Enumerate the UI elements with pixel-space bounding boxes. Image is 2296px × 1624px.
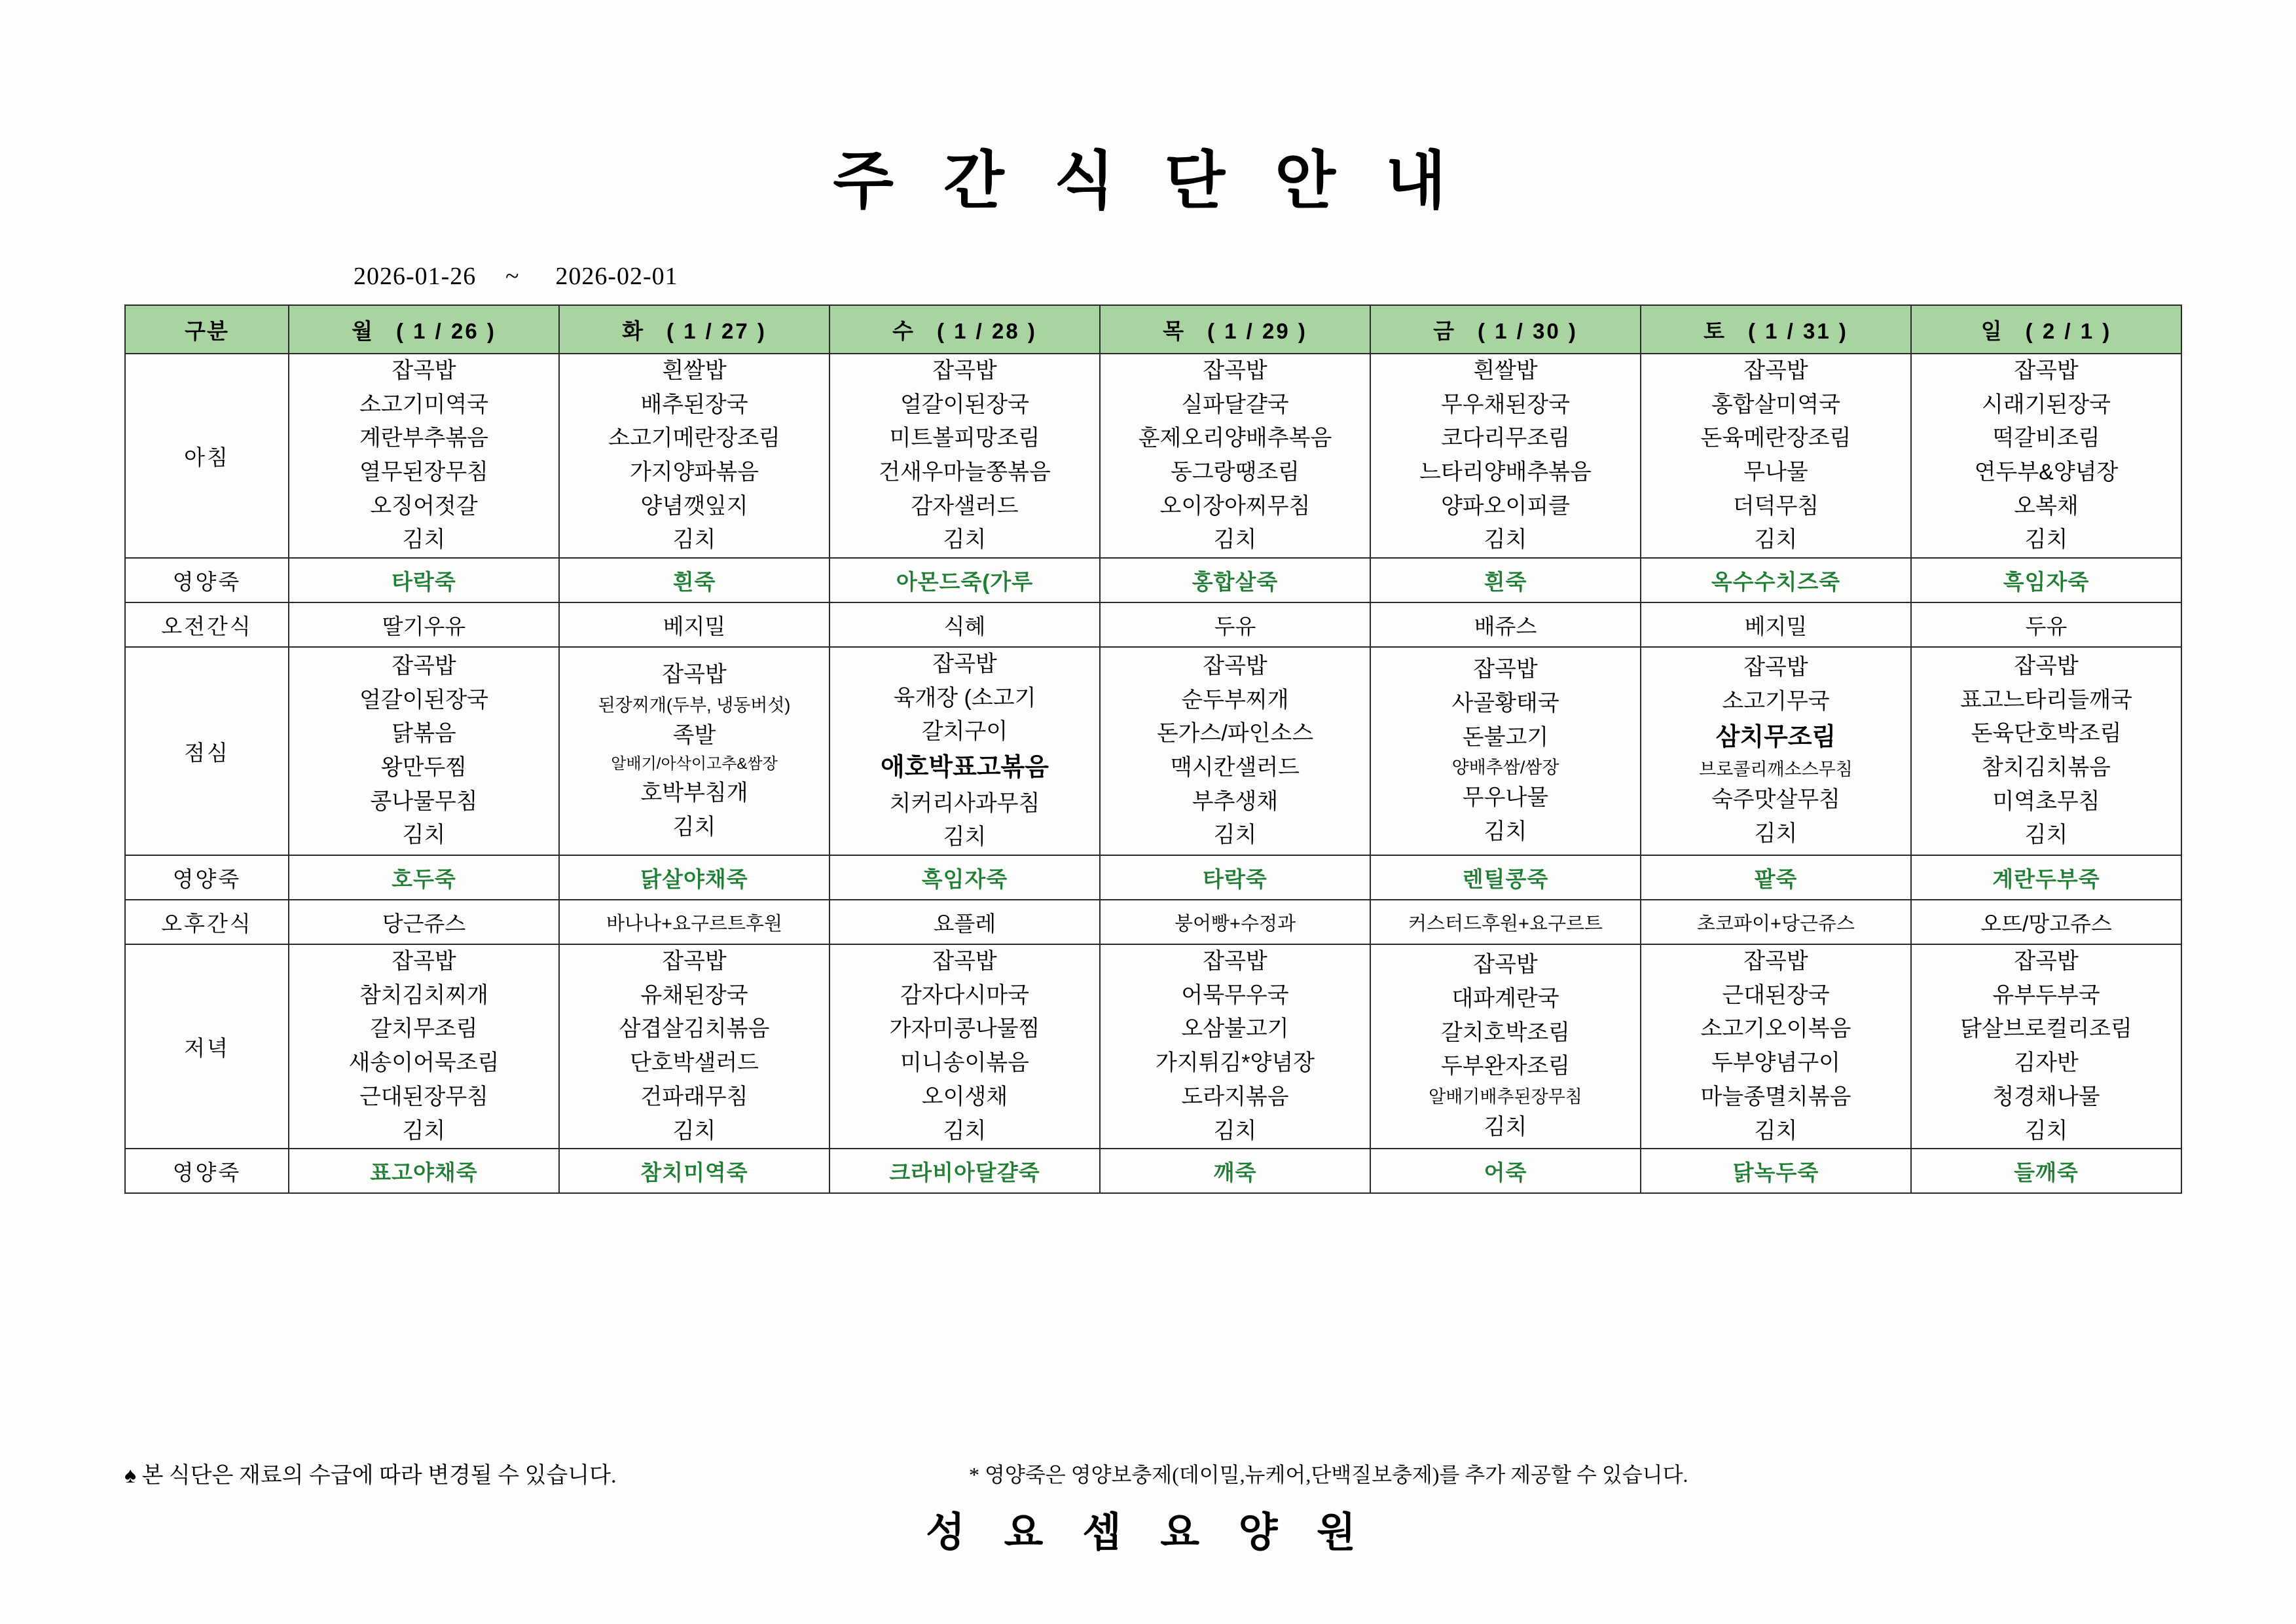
organization-name: 성 요 셉 요 양 원 [926,1511,1370,1555]
menu-item: 흰쌀밥 [662,358,727,383]
menu-item: 김치 [1754,1118,1798,1143]
menu-item: 가지튀김*양념장 [1155,1050,1315,1076]
row-label-lunch: 점심 [125,647,289,855]
menu-item: 김자반 [2014,1050,2079,1076]
menu-item: 잡곡밥 [932,358,997,383]
menu-item: 오복채 [2014,493,2079,519]
menu-item: 양배추쌈/쌈장 [1451,758,1559,778]
menu-item: 소고기무국 [1722,689,1830,714]
table-row-breakfast [125,354,2181,558]
day-name: 일 [1980,318,2003,343]
lunch-fri [1370,647,1641,855]
menu-item: 무우나물 [1462,785,1549,811]
menu-item: 김치 [1213,822,1257,848]
menu-item: 김치 [672,1118,716,1143]
menu-item: 김치 [2024,1118,2068,1143]
menu-item: 김치 [943,527,987,553]
menu-item: 얼갈이된장국 [900,392,1030,417]
lunch-mon [289,647,559,855]
menu-item: 돈육단호박조림 [1971,721,2122,747]
menu-item: 김치 [672,814,716,840]
menu-item: 배추된장국 [640,392,748,417]
day-date: ( 1 / 26 ) [396,318,496,343]
header-day-tue [559,305,829,354]
menu-item: 동그랑땡조림 [1170,460,1300,485]
breakfast-fri [1370,354,1641,558]
menu-item: 오징어젓갈 [370,493,478,519]
menu-item: 잡곡밥 [1743,358,1808,383]
breakfast-tue [559,354,829,558]
breakfast-mon [289,354,559,558]
menu-item: 표고느타리들깨국 [1960,687,2132,712]
footnote-porridge-notice: * 영양죽은 영양보충제(데이밀,뉴케어,단백질보충제)를 추가 제공할 수 있습니다. [969,1463,1688,1486]
dinner-mon [289,944,559,1149]
menu-item: 잡곡밥 [932,652,997,677]
row-label-dinner: 저녁 [125,944,289,1149]
lunch-tue [559,647,829,855]
porridge-3-mon: 표고야채죽 [289,1149,559,1193]
page-title: 주 간 식 단 안 내 [833,146,1463,216]
porridge-1-fri: 흰죽 [1370,558,1641,602]
day-name: 월 [352,318,374,343]
menu-item: 건파래무침 [640,1084,748,1109]
menu-item: 잡곡밥 [932,949,997,974]
menu-item: 잡곡밥 [662,661,727,687]
dinner-thu [1100,944,1370,1149]
menu-item: 호박부침개 [640,780,748,805]
footnote-supply-notice: ♠ 본 식단은 재료의 수급에 따라 변경될 수 있습니다. [124,1464,617,1488]
day-date: ( 1 / 31 ) [1748,318,1848,343]
menu-item: 김치 [1484,527,1527,553]
menu-item: 계란부추볶음 [359,426,489,451]
row-label-porridge-1: 영양죽 [125,558,289,602]
afternoon-snack-sun: 오뜨/망고쥬스 [1911,900,2181,944]
afternoon-snack-tue: 바나나+요구르트후원 [559,900,829,944]
afternoon-snack-wed: 요플레 [829,900,1100,944]
menu-item: 김치 [943,824,987,850]
porridge-3-sat: 닭녹두죽 [1641,1149,1911,1193]
morning-snack-mon: 딸기우유 [289,602,559,647]
menu-item: 참치김치찌개 [359,982,489,1008]
menu-item: 미트볼피망조림 [889,426,1040,451]
morning-snack-tue: 베지밀 [559,602,829,647]
menu-item: 갈치호박조림 [1440,1020,1571,1045]
row-label-morning-snack: 오전간식 [125,602,289,647]
porridge-2-tue: 닭살야채죽 [559,855,829,900]
day-name: 금 [1433,318,1455,343]
lunch-sat [1641,647,1911,855]
porridge-2-fri: 렌틸콩죽 [1370,855,1641,900]
header-day-wed [829,305,1100,354]
menu-item: 참치김치볶음 [1981,755,2111,781]
date-range [354,262,877,291]
menu-item: 잡곡밥 [2014,949,2079,974]
menu-item: 잡곡밥 [662,949,727,974]
menu-item: 감자샐러드 [911,493,1019,519]
menu-item: 갈치구이 [921,719,1008,745]
menu-item: 감자다시마국 [900,982,1030,1008]
menu-item: 양파오이피클 [1440,493,1571,519]
table-row-porridge-morning [125,558,2181,602]
row-label-afternoon-snack: 오후간식 [125,900,289,944]
menu-item: 잡곡밥 [392,654,456,679]
date-separator: ~ [505,263,520,290]
table-row-morning-snack [125,602,2181,647]
row-label-porridge-3: 영양죽 [125,1149,289,1193]
porridge-2-sat: 팥죽 [1641,855,1911,900]
menu-item: 치커리사과무침 [889,790,1040,816]
menu-item: 오삼불고기 [1181,1016,1289,1042]
day-name: 화 [622,318,644,343]
menu-item: 잡곡밥 [392,949,456,974]
menu-item: 김치 [1484,1115,1527,1140]
menu-item: 시래기된장국 [1981,392,2111,417]
menu-item: 유채된장국 [640,982,748,1008]
menu-item: 코다리무조림 [1440,426,1571,451]
menu-item: 열무된장무침 [359,460,489,485]
menu-item: 족발 [672,722,716,748]
day-date: ( 1 / 28 ) [937,318,1037,343]
menu-item: 삼겹살김치볶음 [619,1016,770,1042]
table-header-row [125,305,2181,354]
menu-item: 맥시칸샐러드 [1170,755,1300,781]
morning-snack-sat: 베지밀 [1641,602,1911,647]
menu-item: 소고기오이복음 [1700,1016,1851,1042]
porridge-1-sat: 옥수수치즈죽 [1641,558,1911,602]
menu-item: 김치 [402,822,446,848]
menu-item: 홍합살미역국 [1711,392,1841,417]
morning-snack-fri: 배쥬스 [1370,602,1641,647]
table-row-dinner [125,944,2181,1149]
menu-item: 무나물 [1743,460,1808,485]
dinner-wed [829,944,1100,1149]
day-date: ( 1 / 27 ) [666,318,767,343]
menu-item: 잡곡밥 [1473,952,1538,978]
menu-item: 잡곡밥 [1743,655,1808,680]
menu-item: 애호박표고볶음 [881,754,1049,782]
menu-item: 얼갈이된장국 [359,687,489,712]
menu-item: 돈가스/파인소스 [1156,721,1314,747]
porridge-2-mon: 호두죽 [289,855,559,900]
menu-item: 김치 [1213,527,1257,553]
menu-item: 청경채나물 [1992,1084,2100,1109]
menu-item: 잡곡밥 [392,358,456,383]
menu-item: 김치 [1213,1118,1257,1143]
menu-item: 잡곡밥 [1203,358,1267,383]
menu-item: 두부양념구이 [1711,1050,1841,1076]
weekly-menu-table [124,304,2182,1194]
menu-item: 건새우마늘쫑볶음 [879,460,1051,485]
menu-item: 무우채된장국 [1440,392,1571,417]
menu-item: 잡곡밥 [1473,657,1538,682]
row-label-porridge-2: 영양죽 [125,855,289,900]
menu-item: 유부두부국 [1992,982,2100,1008]
day-name: 목 [1163,318,1185,343]
day-name: 토 [1704,318,1726,343]
header-day-sat [1641,305,1911,354]
morning-snack-thu: 두유 [1100,602,1370,647]
table-row-porridge-lunch [125,855,2181,900]
menu-item: 연두부&양념장 [1974,460,2119,485]
menu-item: 잡곡밥 [1203,654,1267,679]
menu-item: 가지양파볶음 [629,460,759,485]
menu-item: 훈제오리양배추복음 [1138,426,1332,451]
lunch-thu [1100,647,1370,855]
menu-item: 김치 [402,1118,446,1143]
dinner-sun [1911,944,2181,1149]
menu-item: 소고기미역국 [359,392,489,417]
menu-item: 근대된장국 [1722,982,1830,1008]
menu-item: 잡곡밥 [2014,654,2079,679]
menu-item: 오이장아찌무침 [1159,493,1311,519]
menu-item: 새송이어묵조림 [348,1050,500,1076]
menu-item: 소고기메란장조림 [608,426,780,451]
date-end: 2026-02-01 [555,263,678,290]
afternoon-snack-sat: 초코파이+당근쥬스 [1641,900,1911,944]
menu-item: 사골황태국 [1451,691,1559,716]
menu-item: 잡곡밥 [1203,949,1267,974]
porridge-1-thu: 홍합살죽 [1100,558,1370,602]
breakfast-wed [829,354,1100,558]
menu-item: 떡갈비조림 [1992,426,2100,451]
menu-item: 왕만두찜 [380,755,467,781]
menu-item: 육개장 (소고기 [893,685,1036,710]
menu-item: 닭살브로컬리조림 [1960,1016,2132,1042]
menu-item: 미니송이볶음 [900,1050,1030,1076]
breakfast-thu [1100,354,1370,558]
lunch-sun [1911,647,2181,855]
morning-snack-sun: 두유 [1911,602,2181,647]
row-label-breakfast: 아침 [125,354,289,558]
menu-item: 알배기/아삭이고추&쌈장 [611,755,778,773]
table-row-porridge-dinner [125,1149,2181,1193]
menu-item: 미역초무침 [1992,788,2100,814]
breakfast-sat [1641,354,1911,558]
menu-item: 김치 [672,527,716,553]
menu-item: 양념깻잎지 [640,493,748,519]
header-label: 구분 [125,305,289,354]
header-day-thu [1100,305,1370,354]
menu-item: 김치 [1484,819,1527,845]
menu-item: 근대된장무침 [359,1084,489,1109]
header-day-sun [1911,305,2181,354]
menu-item: 더덕무침 [1732,493,1819,519]
menu-item: 된장찌개(두부, 냉동버섯) [598,695,791,715]
date-start: 2026-01-26 [354,263,477,290]
menu-item: 갈치무조림 [370,1016,478,1042]
menu-item: 단호박샐러드 [629,1050,759,1076]
menu-item: 닭볶음 [392,721,456,747]
menu-item: 순두부찌개 [1181,687,1289,712]
menu-item: 느타리양배추볶음 [1419,460,1592,485]
menu-item: 도라지볶음 [1181,1084,1289,1109]
afternoon-snack-thu: 붕어빵+수정과 [1100,900,1370,944]
menu-item: 돈육메란장조림 [1700,426,1851,451]
menu-item: 오이생채 [921,1084,1008,1109]
menu-item: 김치 [402,527,446,553]
menu-item: 잡곡밥 [1743,949,1808,974]
porridge-1-sun: 흑임자죽 [1911,558,2181,602]
menu-item: 김치 [943,1118,987,1143]
lunch-wed [829,647,1100,855]
menu-item: 부추생채 [1192,788,1279,814]
afternoon-snack-fri: 커스터드후원+요구르트 [1370,900,1641,944]
table-row-lunch [125,647,2181,855]
menu-item: 콩나물무침 [370,788,478,814]
porridge-3-sun: 들깨죽 [1911,1149,2181,1193]
porridge-3-thu: 깨죽 [1100,1149,1370,1193]
menu-item: 두부완자조림 [1440,1054,1571,1079]
menu-item: 가자미콩나물찜 [889,1016,1040,1042]
day-date: ( 1 / 30 ) [1478,318,1578,343]
porridge-1-mon: 타락죽 [289,558,559,602]
menu-item: 알배기배추된장무침 [1429,1087,1582,1107]
menu-item: 대파계란국 [1451,986,1559,1012]
dinner-tue [559,944,829,1149]
porridge-3-wed: 크라비아달걀죽 [829,1149,1100,1193]
day-name: 수 [892,318,915,343]
menu-item: 실파달걀국 [1181,392,1289,417]
porridge-2-wed: 흑임자죽 [829,855,1100,900]
menu-item: 어묵무우국 [1181,982,1289,1008]
day-date: ( 2 / 1 ) [2025,318,2112,343]
morning-snack-wed: 식혜 [829,602,1100,647]
porridge-2-thu: 타락죽 [1100,855,1370,900]
table-row-afternoon-snack [125,900,2181,944]
afternoon-snack-mon: 당근쥬스 [289,900,559,944]
menu-item: 삼치무조림 [1715,723,1836,751]
porridge-3-tue: 참치미역죽 [559,1149,829,1193]
porridge-1-tue: 흰죽 [559,558,829,602]
menu-item: 브로콜리깨소스무침 [1699,760,1853,780]
menu-item: 김치 [2024,527,2068,553]
menu-item: 김치 [2024,822,2068,848]
header-day-mon [289,305,559,354]
menu-item: 잡곡밥 [2014,358,2079,383]
menu-item: 김치 [1754,527,1798,553]
header-day-fri [1370,305,1641,354]
menu-item: 돈불고기 [1462,724,1549,750]
dinner-sat [1641,944,1911,1149]
menu-item: 김치 [1754,821,1798,847]
porridge-2-sun: 계란두부죽 [1911,855,2181,900]
menu-item: 숙주맛살무침 [1711,787,1841,813]
dinner-fri [1370,944,1641,1149]
menu-item: 흰쌀밥 [1473,358,1538,383]
menu-item: 마늘종멸치볶음 [1700,1084,1851,1109]
porridge-1-wed: 아몬드죽(가루 [829,558,1100,602]
day-date: ( 1 / 29 ) [1207,318,1307,343]
porridge-3-fri: 어죽 [1370,1149,1641,1193]
breakfast-sun [1911,354,2181,558]
